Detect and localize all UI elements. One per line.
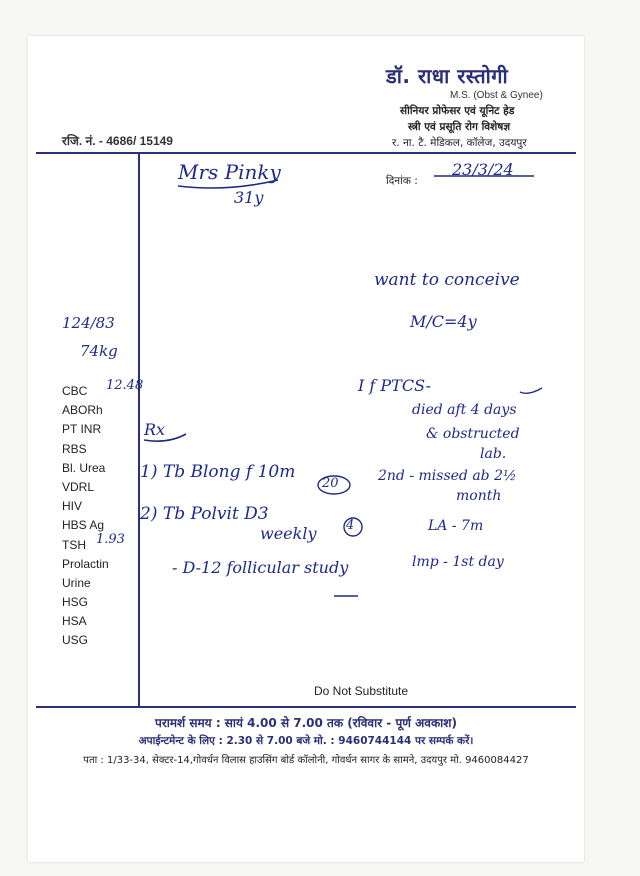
patient-name: Mrs Pinky — [178, 160, 281, 184]
test-item: Bl. Urea — [62, 460, 106, 475]
visit-date: 23/3/24 — [452, 160, 514, 179]
history-line1: I f PTCS- — [358, 376, 432, 395]
test-item: PT INR — [62, 422, 102, 437]
date-label: दिनांक : — [386, 175, 418, 187]
medication-2-frequency: weekly — [260, 524, 317, 543]
clinic-address: पता : 1/33-34, सेक्टर-14,गोवर्धन विलास हाउसिंग बोर्ड कॉलोनी, गोवर्धन सागर के सामने, उदयपुर मो. 9460084427 — [83, 755, 529, 766]
doctor-title-line1: सीनियर प्रोफेसर एवं यूनिट हेड — [400, 105, 515, 117]
followup-instruction: - D-12 follicular study — [172, 558, 349, 577]
medication-1: 1) Tb Blong f 10m — [140, 462, 296, 482]
doctor-title-line2: स्त्री एवं प्रसूति रोग विशेषज्ञ — [408, 121, 511, 133]
history-line7: LA - 7m — [428, 518, 484, 534]
test-item: TSH — [62, 537, 86, 552]
history-line2: died aft 4 days — [412, 402, 517, 418]
rx-symbol: Rx — [144, 420, 166, 439]
weight-reading: 74kg — [80, 342, 118, 360]
test-item: Prolactin — [62, 556, 109, 571]
history-line4: lab. — [480, 446, 507, 462]
patient-age: 31y — [234, 188, 264, 207]
history-line5: 2nd - missed ab 2½ — [378, 468, 517, 484]
test-item: HSA — [62, 614, 87, 629]
consultation-hours: परामर्श समय : सायं 4.00 से 7.00 तक (रविवार - पूर्ण अवकाश) — [155, 716, 457, 730]
doctor-title-line3: र. ना. टै. मेडिकल, कॉलेज, उदयपुर — [392, 137, 527, 149]
history-line6: month — [456, 488, 502, 504]
bp-reading: 124/83 — [62, 314, 115, 332]
prescription-page — [28, 36, 584, 862]
do-not-substitute: Do Not Substitute — [314, 684, 409, 698]
medication-1-qty: 20 — [322, 476, 339, 491]
tsh-value: 1.93 — [96, 532, 125, 547]
registration-number: रजि. नं. - 4686/ 15149 — [62, 134, 173, 148]
history-line3: & obstructed — [426, 426, 520, 442]
doctor-qualification: M.S. (Obst & Gynee) — [450, 90, 543, 101]
cbc-value: 12.48 — [106, 378, 144, 393]
history-line8: lmp - 1st day — [412, 554, 504, 570]
test-item: HBS Ag — [62, 518, 105, 533]
test-item: HIV — [62, 499, 83, 514]
medication-2-qty: 4 — [346, 518, 355, 533]
doctor-name: डॉ. राधा रस्तोगी — [386, 64, 509, 88]
complaint-line1: want to conceive — [374, 270, 520, 290]
test-item: USG — [62, 633, 89, 648]
test-item: ABORh — [62, 403, 103, 418]
complaint-line2: M/C=4y — [410, 312, 477, 331]
test-item: HSG — [62, 595, 89, 610]
test-item: Urine — [62, 575, 91, 590]
test-item: CBC — [62, 384, 88, 398]
medication-2: 2) Tb Polvit D3 — [140, 504, 269, 524]
test-item: VDRL — [62, 479, 95, 494]
appointment-info: अपाईन्टमेन्ट के लिए : 2.30 से 7.00 बजे मो. : 9460744144 पर सम्पर्क करें। — [138, 735, 474, 747]
test-item: RBS — [62, 441, 87, 456]
